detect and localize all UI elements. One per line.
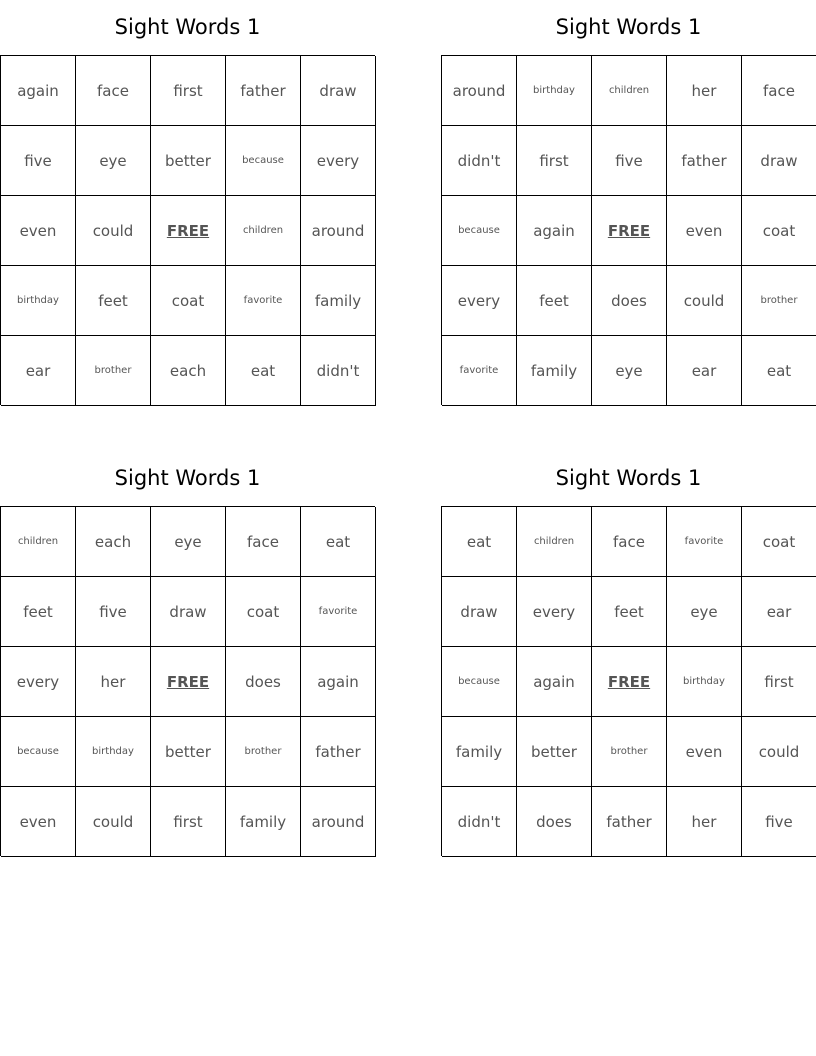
bingo-cell: coat: [151, 266, 226, 336]
bingo-cell: favorite: [667, 507, 742, 577]
bingo-cell: better: [151, 126, 226, 196]
bingo-cell: eat: [226, 336, 301, 406]
bingo-cell: brother: [742, 266, 816, 336]
bingo-cell: first: [742, 647, 816, 717]
bingo-cell: even: [667, 196, 742, 266]
bingo-cell: birthday: [667, 647, 742, 717]
bingo-cell: eat: [301, 507, 376, 577]
bingo-cell: because: [226, 126, 301, 196]
bingo-cell: father: [301, 717, 376, 787]
bingo-cell: brother: [76, 336, 151, 406]
free-space-cell: FREE: [592, 647, 667, 717]
bingo-cell: coat: [742, 507, 816, 577]
bingo-cell: could: [742, 717, 816, 787]
bingo-cell: does: [592, 266, 667, 336]
bingo-grid: [441, 506, 816, 856]
bingo-cell: face: [592, 507, 667, 577]
bingo-cell: five: [742, 787, 816, 857]
bingo-cell: every: [301, 126, 376, 196]
bingo-cell: because: [442, 196, 517, 266]
bingo-cell: better: [151, 717, 226, 787]
bingo-cell: does: [517, 787, 592, 857]
bingo-cell: ear: [742, 577, 816, 647]
bingo-cell: eye: [151, 507, 226, 577]
bingo-cell: first: [151, 56, 226, 126]
bingo-cell: father: [226, 56, 301, 126]
card-title: Sight Words 1: [555, 15, 702, 39]
bingo-cell: ear: [667, 336, 742, 406]
bingo-cell: coat: [742, 196, 816, 266]
bingo-cell: face: [226, 507, 301, 577]
bingo-cell: every: [442, 266, 517, 336]
bingo-cell: eat: [442, 507, 517, 577]
bingo-cell: children: [592, 56, 667, 126]
bingo-cell: feet: [517, 266, 592, 336]
bingo-cell: father: [592, 787, 667, 857]
card-title: Sight Words 1: [114, 15, 261, 39]
bingo-cell: around: [301, 787, 376, 857]
bingo-grid: [441, 55, 816, 405]
bingo-cell: eye: [667, 577, 742, 647]
bingo-cell: didn't: [442, 787, 517, 857]
bingo-cell: again: [1, 56, 76, 126]
bingo-cell: brother: [226, 717, 301, 787]
bingo-cell: didn't: [301, 336, 376, 406]
bingo-cell: again: [301, 647, 376, 717]
bingo-cell: favorite: [301, 577, 376, 647]
bingo-cell: every: [1, 647, 76, 717]
bingo-cell: better: [517, 717, 592, 787]
bingo-cell: favorite: [226, 266, 301, 336]
bingo-cell: around: [301, 196, 376, 266]
bingo-cell: could: [76, 196, 151, 266]
bingo-grid: [0, 506, 375, 856]
bingo-cell: children: [226, 196, 301, 266]
bingo-cell: draw: [151, 577, 226, 647]
bingo-cell: birthday: [517, 56, 592, 126]
bingo-cell: even: [667, 717, 742, 787]
bingo-cell: draw: [742, 126, 816, 196]
bingo-cell: feet: [76, 266, 151, 336]
bingo-card-1: [0, 0, 375, 405]
bingo-cell: five: [592, 126, 667, 196]
bingo-cell: didn't: [442, 126, 517, 196]
bingo-cell: her: [76, 647, 151, 717]
bingo-cell: five: [1, 126, 76, 196]
bingo-cell: children: [1, 507, 76, 577]
bingo-cell: family: [301, 266, 376, 336]
free-space-cell: FREE: [151, 196, 226, 266]
bingo-cell: coat: [226, 577, 301, 647]
bingo-cell: favorite: [442, 336, 517, 406]
bingo-cell: five: [76, 577, 151, 647]
bingo-cell: her: [667, 56, 742, 126]
card-title: Sight Words 1: [555, 466, 702, 490]
bingo-cell: her: [667, 787, 742, 857]
bingo-grid: [0, 55, 375, 405]
bingo-cell: each: [151, 336, 226, 406]
bingo-cell: draw: [301, 56, 376, 126]
bingo-cell: again: [517, 647, 592, 717]
bingo-cell: face: [76, 56, 151, 126]
bingo-cell: every: [517, 577, 592, 647]
bingo-cell: family: [517, 336, 592, 406]
bingo-card-2: [441, 0, 816, 405]
bingo-cell: feet: [1, 577, 76, 647]
bingo-cell: eye: [76, 126, 151, 196]
bingo-cell: birthday: [76, 717, 151, 787]
bingo-cell: father: [667, 126, 742, 196]
bingo-cell: first: [517, 126, 592, 196]
bingo-cell: around: [442, 56, 517, 126]
bingo-card-3: [0, 451, 375, 856]
card-title: Sight Words 1: [114, 466, 261, 490]
bingo-cell: because: [442, 647, 517, 717]
free-space-cell: FREE: [151, 647, 226, 717]
bingo-cell: family: [226, 787, 301, 857]
bingo-cell: could: [76, 787, 151, 857]
bingo-card-4: [441, 451, 816, 856]
bingo-cell: ear: [1, 336, 76, 406]
bingo-cell: first: [151, 787, 226, 857]
bingo-cell: again: [517, 196, 592, 266]
bingo-cell: children: [517, 507, 592, 577]
bingo-cell: brother: [592, 717, 667, 787]
bingo-cell: eye: [592, 336, 667, 406]
bingo-cell: face: [742, 56, 816, 126]
bingo-cell: could: [667, 266, 742, 336]
bingo-cell: draw: [442, 577, 517, 647]
bingo-cell: even: [1, 196, 76, 266]
bingo-cell: even: [1, 787, 76, 857]
bingo-cell: because: [1, 717, 76, 787]
bingo-cell: family: [442, 717, 517, 787]
bingo-cell: eat: [742, 336, 816, 406]
bingo-cell: feet: [592, 577, 667, 647]
bingo-cell: each: [76, 507, 151, 577]
free-space-cell: FREE: [592, 196, 667, 266]
bingo-cell: does: [226, 647, 301, 717]
bingo-cell: birthday: [1, 266, 76, 336]
